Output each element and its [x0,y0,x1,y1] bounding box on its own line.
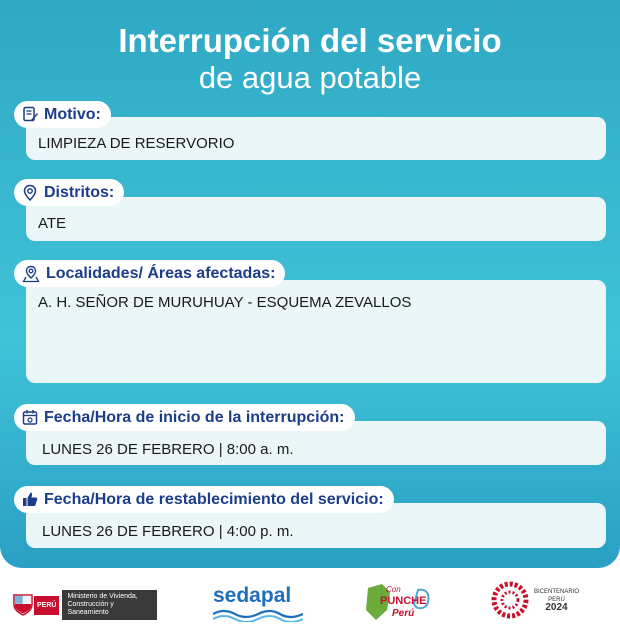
localidades-label-text: Localidades/ Áreas afectadas: [46,264,276,282]
restablecimiento-value: LUNES 26 DE FEBRERO | 4:00 p. m. [42,523,294,540]
distritos-label-text: Distritos: [44,183,115,201]
title-line-1: Interrupción del servicio [118,22,502,59]
bicentenario-line2: PERÚ [548,596,565,603]
ministry-name: Ministerio de Vivienda, Construcción y Saneamiento [62,590,157,620]
peru-text: Perú [392,608,415,619]
localidades-box [26,280,606,383]
area-pin-icon [22,265,40,283]
footer-logos [0,568,620,629]
bicentenario-text [534,588,579,613]
bicentenario-line1: BICENTENARIO [534,588,580,595]
bicentenario-emblem-icon [490,580,530,620]
peru-badge: PERÚ [34,596,59,615]
bicentenario-logo [490,580,579,620]
distritos-label [14,179,124,206]
localidades-value: A. H. SEÑOR DE MURUHUAY - ESQUEMA ZEVALLOS [38,294,412,311]
sedapal-name: sedapal [213,584,292,607]
calendar-icon [22,409,38,426]
motivo-box [26,117,606,160]
restablecimiento-label-text: Fecha/Hora de restablecimiento del servicio: [44,490,384,508]
ministry-logo [12,590,157,620]
con-text: Con [386,585,401,594]
motivo-value: LIMPIEZA DE RESERVORIO [38,135,235,152]
sedapal-logo [213,584,303,622]
restablecimiento-label [14,486,394,513]
thumbs-up-icon [22,491,38,508]
title-line-2: de agua potable [198,60,422,95]
inicio-label [14,404,355,431]
con-punche-peru-logo [360,580,440,624]
edit-document-icon [22,106,38,123]
bicentenario-year: 2024 [545,601,568,613]
location-pin-icon [22,184,38,202]
peru-shield-icon [12,593,34,617]
motivo-label-text: Motivo: [44,105,101,123]
localidades-label [14,260,285,287]
inicio-label-text: Fecha/Hora de inicio de la interrupción: [44,408,345,426]
punche-text: PUNCHE [380,595,427,607]
distritos-value: ATE [38,215,67,232]
inicio-value: LUNES 26 DE FEBRERO | 8:00 a. m. [42,441,294,458]
motivo-label [14,101,111,128]
water-wave-icon [213,608,303,622]
